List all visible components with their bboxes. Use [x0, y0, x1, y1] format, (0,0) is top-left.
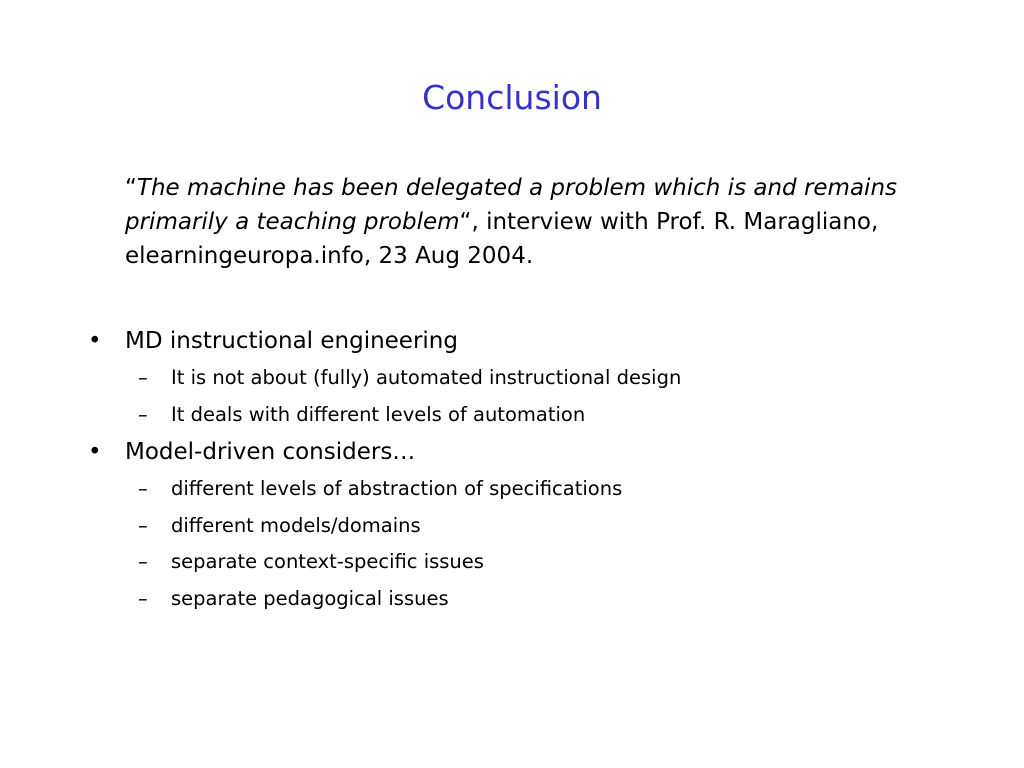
quote-close-mark: “	[459, 209, 472, 235]
slide-title: Conclusion	[422, 78, 602, 117]
bullet-marker: •	[88, 439, 102, 465]
sub-bullet-item	[0, 508, 1024, 545]
quote-citation: , interview with Prof. R. Maragliano, elearningeuropa.info, 23 Aug 2004.	[125, 209, 879, 269]
sub-bullet-item	[0, 544, 1024, 581]
sub-bullet-text: separate context-specific issues	[171, 550, 484, 573]
sub-bullet-text: different models/domains	[171, 513, 421, 537]
sub-bullet-item	[0, 581, 1024, 618]
sub-bullet-marker: –	[138, 550, 148, 573]
bullet-item	[0, 322, 1024, 360]
bullet-list	[0, 322, 1024, 617]
sub-bullet-text: separate pedagogical issues	[171, 586, 449, 610]
bullet-text: Model-driven considers…	[125, 439, 416, 465]
sub-bullet-marker: –	[138, 513, 148, 537]
sub-bullet-item	[0, 471, 1024, 508]
sub-bullet-marker: –	[138, 477, 148, 500]
sub-bullet-marker: –	[138, 586, 148, 610]
bullet-item	[0, 433, 1024, 471]
bullet-text: MD instructional engineering	[125, 328, 458, 354]
quote-italic-text: The machine has been delegated a problem which is and remains primarily a teaching problem	[125, 175, 897, 235]
quote-open-mark: “	[125, 175, 137, 201]
bullet-marker: •	[88, 328, 102, 354]
sub-bullet-text: different levels of abstraction of specifications	[171, 477, 623, 500]
sub-bullet-item	[0, 397, 1024, 434]
sub-bullet-marker: –	[138, 366, 148, 389]
quote-paragraph	[125, 171, 955, 273]
sub-bullet-text: It is not about (fully) automated instructional design	[171, 366, 682, 389]
sub-bullet-item	[0, 360, 1024, 397]
sub-bullet-marker: –	[138, 402, 148, 426]
sub-bullet-text: It deals with different levels of automation	[171, 402, 586, 426]
